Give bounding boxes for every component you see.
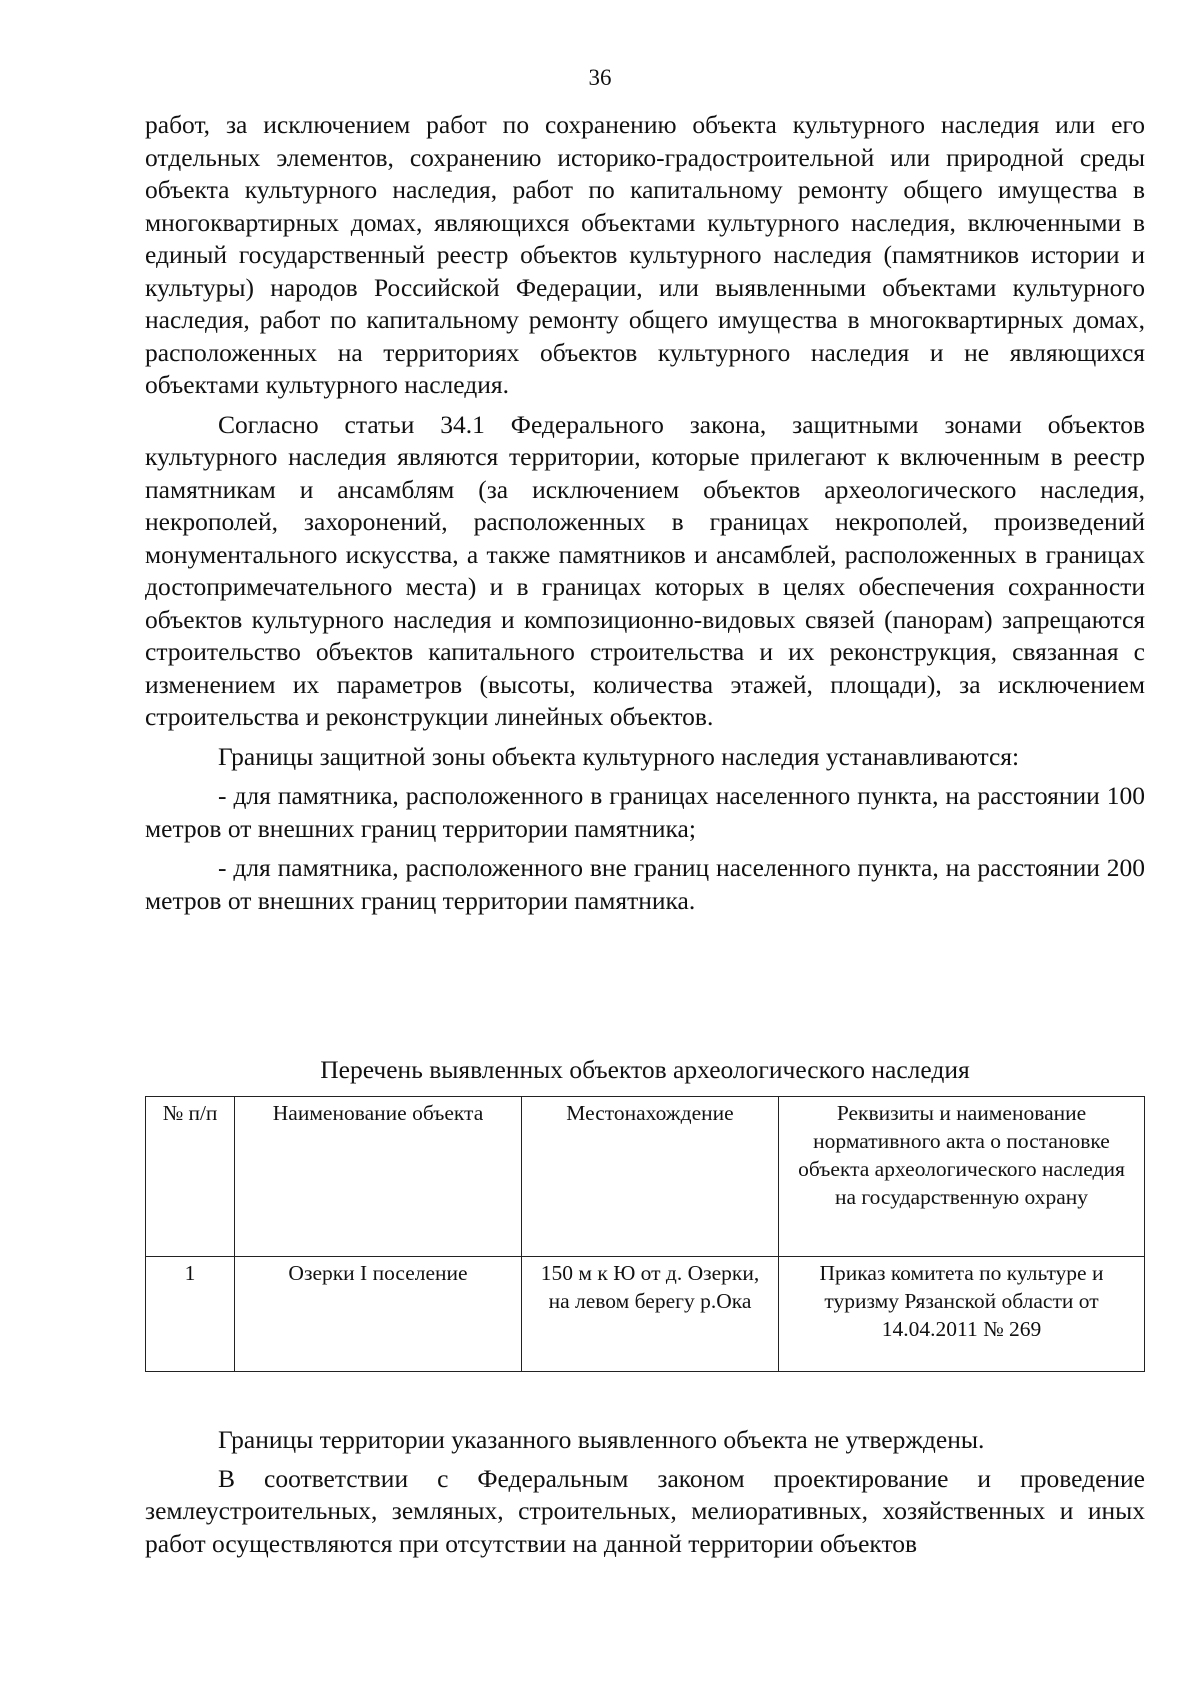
closing-text [145, 1424, 1145, 1566]
zone-item-2: - для памятника, расположенного вне границ населенного пункта, на расстоянии 200 метров от внешних границ территории памятника. [145, 853, 1145, 915]
header-num: № п/п [146, 1097, 235, 1257]
header-act: Реквизиты и наименование нормативного акта о постановке объекта археологического наследия на государственную охрану [779, 1097, 1145, 1257]
header-name: Наименование объекта [235, 1097, 522, 1257]
zone-item-1: - для памятника, расположенного в границах населенного пункта, на расстоянии 100 метров от внешних границ территории памятника; [145, 781, 1145, 843]
cell-act: Приказ комитета по культуре и туризму Рязанской области от 14.04.2011 № 269 [779, 1257, 1145, 1372]
cell-num: 1 [146, 1257, 235, 1372]
table-header-row [146, 1097, 1145, 1257]
boundaries-note: Границы территории указанного выявленного объекта не утверждены. [218, 1425, 985, 1454]
article-paragraph: Согласно статьи 34.1 Федерального закона, защитными зонами объектов культурного наследия являются территории, которые прилегают к включенным в реестр памятникам и ансамблям (за исключением объектов археологического наследия, некрополей, захоронений, расположенных в границах некрополей, произведений монументального искусства, а также памятников и ансамблей, расположенных в границах достопримечательного места) и в границах которых в целях обеспечения сохранности объектов культурного наследия и композиционно-видовых связей (панорам) запрещаются строительство объектов капитального строительства и их реконструкция, связанная с изменением их параметров (высоты, количества этажей, площади), за исключением строительства и реконструкции линейных объектов. [145, 409, 1145, 731]
archaeological-objects-table [145, 1096, 1145, 1372]
intro-paragraph: работ, за исключением работ по сохранению объекта культурного наследия или его отдельных элементов, сохранению историко-градостроительной или природной среды объекта культурного наследия, работ по капитальному ремонту общего имущества в многоквартирных домах, являющихся объектами культурного наследия, включенными в единый государственный реестр объектов культурного наследия (памятников истории и культуры) народов Российской Федерации, или выявленными объектами культурного наследия, работ по капитальному ремонту общего имущества в многоквартирных домах, расположенных на территориях объектов культурного наследия и не являющихся объектами культурного наследия. [145, 110, 1145, 399]
law-paragraph: В соответствии с Федеральным законом проектирование и проведение землеустроительных, земляных, строительных, мелиоративных, хозяйственных и иных работ осуществляются при отсутствии на данной территории объектов [145, 1463, 1145, 1558]
page-number: 36 [588, 65, 612, 90]
table-row [146, 1257, 1145, 1372]
header-location: Местонахождение [522, 1097, 779, 1257]
main-text [145, 109, 1145, 924]
cell-name: Озерки I поселение [235, 1257, 522, 1372]
cell-location: 150 м к Ю от д. Озерки, на левом берегу р.Ока [522, 1257, 779, 1372]
zone-intro: Границы защитной зоны объекта культурного наследия устанавливаются: [218, 741, 1020, 771]
table-caption: Перечень выявленных объектов археологического наследия [320, 1055, 970, 1084]
